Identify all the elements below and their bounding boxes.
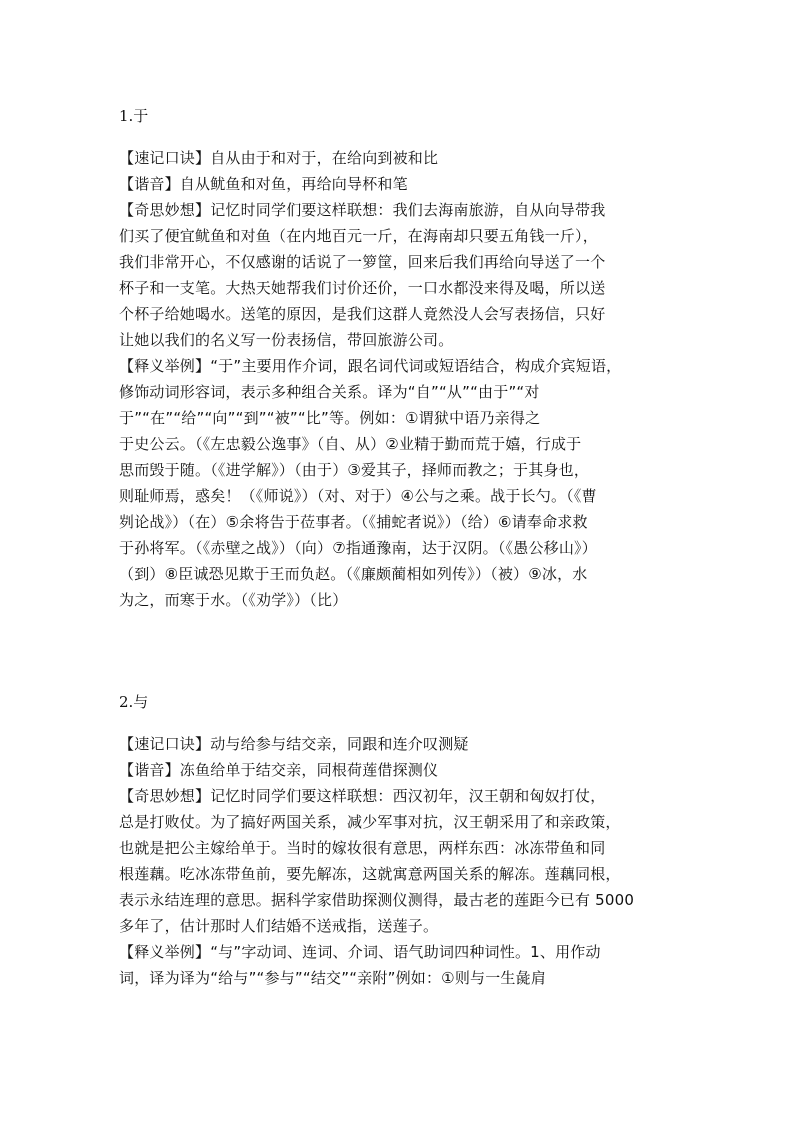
section-line: 【奇思妙想】记忆时同学们要这样联想：西汉初年，汉王朝和匈奴打仗， <box>119 787 606 805</box>
section-line: 于史公云。（《左忠毅公逸事》（自、从）②业精于勤而荒于嬉，行成于 <box>119 435 582 453</box>
section-line: 【奇思妙想】记忆时同学们要这样联想：我们去海南旅游，自从向导带我 <box>119 201 606 219</box>
section-line: 也就是把公主嫁给单于。当时的嫁妆很有意思，两样东西：冰冻带鱼和同 <box>119 839 606 857</box>
section-line: 则耻师焉，惑矣！（《师说》）（对、对于）④公与之乘。战于长勺。（《曹 <box>119 487 597 505</box>
section-line: 【谐音】自从鱿鱼和对鱼，再给向导杯和笔 <box>119 175 408 193</box>
section-line: 多年了，估计那时人们结婚不送戒指，送莲子。 <box>119 917 439 935</box>
section-line: 于”“在”“给”“向”“到”“被”“比”等。例如：①谓狱中语乃亲得之 <box>119 409 541 427</box>
section-line: 刿论战》）（在）⑤余将告于莅事者。（《捕蛇者说》）（给）⑥请奉命求救 <box>119 513 588 531</box>
section-line: 让她以我们的名义写一份表扬信，带回旅游公司。 <box>119 331 454 349</box>
section-line: 个杯子给她喝水。送笔的原因，是我们这群人竟然没人会写表扬信，只好 <box>119 305 606 323</box>
section-line: 【速记口诀】自从由于和对于，在给向到被和比 <box>119 149 439 167</box>
section-line: 杯子和一支笔。大热天她帮我们讨价还价，一口水都没来得及喝，所以送 <box>119 279 606 297</box>
section-line: 总是打败仗。为了搞好两国关系，减少军事对抗，汉王朝采用了和亲政策， <box>119 813 621 831</box>
section-line: 根莲藕。吃冰冻带鱼前，要先解冻，这就寓意两国关系的解冻。莲藕同根， <box>119 865 621 883</box>
section-line: 修饰动词形容词，表示多种组合关系。译为“自”“从”“由于”“对 <box>119 383 540 401</box>
section-line: 我们非常开心，不仅感谢的话说了一箩筐，回来后我们再给向导送了一个 <box>119 253 606 271</box>
section-line: 表示永结连理的意思。据科学家借助探测仪测得，最古老的莲距今已有 5000 <box>119 891 635 909</box>
section-heading: 2.与 <box>119 693 149 711</box>
section-line: 【速记口诀】动与给参与结交亲，同跟和连介叹测疑 <box>119 735 469 753</box>
section-line: 【释义举例】“于”主要用作介词，跟名词代词或短语结合，构成介宾短语， <box>119 357 622 375</box>
section-line: 【释义举例】“与”字动词、连词、介词、语气助词四种词性。1、用作动 <box>119 943 601 961</box>
section-line: 【谐音】冻鱼给单于结交亲，同根荷莲借探测仪 <box>119 761 439 779</box>
section-line: 们买了便宜鱿鱼和对鱼（在内地百元一斤，在海南却只要五角钱一斤）， <box>119 227 598 245</box>
section-line: （到）⑧臣诚恐见欺于王而负赵。（《廉颇蔺相如列传》）（被）⑨冰，水 <box>119 565 588 583</box>
section-line: 思而毁于随。（《进学解》）（由于）③爱其子，择师而教之；于其身也， <box>119 461 590 479</box>
section-line: 为之，而寒于水。（《劝学》）（比） <box>119 591 348 609</box>
section-line: 于孙将军。（《赤壁之战》）（向）⑦指通豫南，达于汉阴。（《愚公移山》） <box>119 539 597 557</box>
section-line: 词，译为译为“给与”“参与”“结交”“亲附”例如：①则与一生彘肩 <box>119 969 547 987</box>
section-heading: 1.于 <box>119 107 149 125</box>
